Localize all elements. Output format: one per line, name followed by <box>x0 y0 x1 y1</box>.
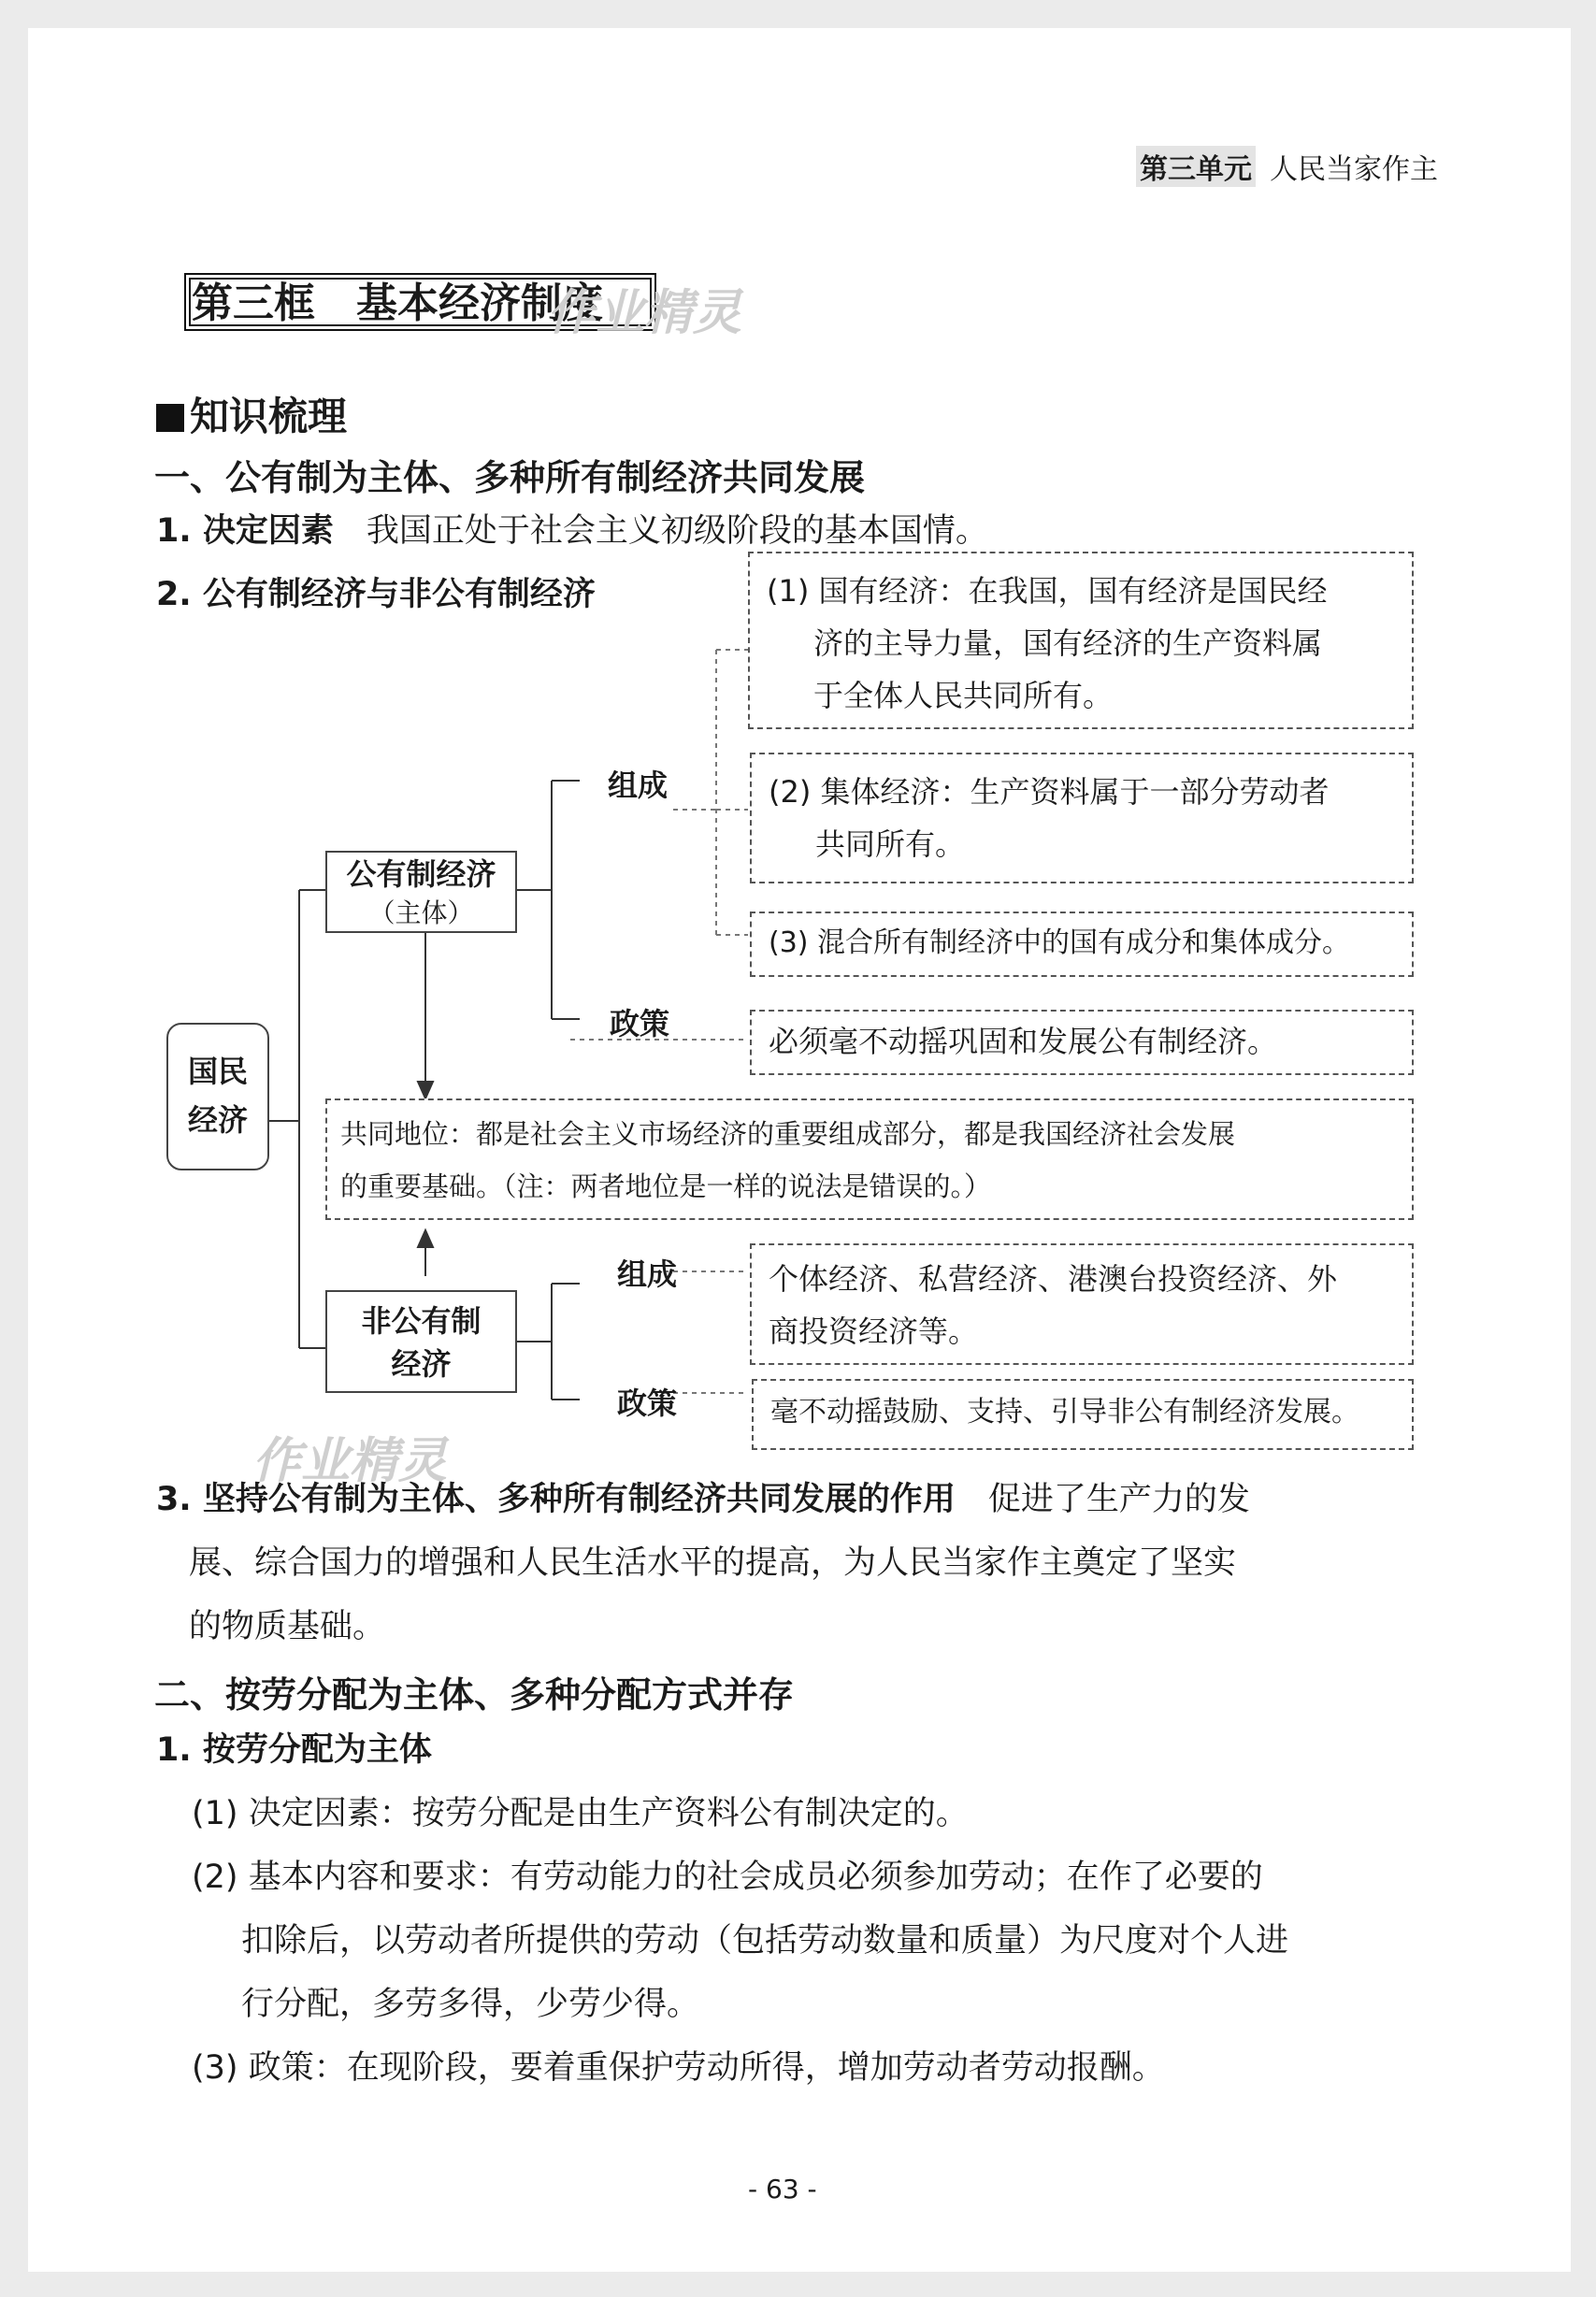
part2-item1-label: 1. 按劳分配为主体 <box>156 1731 432 1769</box>
unit-label: 第三单元 <box>1136 146 1256 187</box>
nonpublic-composition-label: 组成 <box>617 1256 678 1292</box>
section-heading: 知识梳理 <box>156 386 347 442</box>
item2-label: 2. 公有制经济与非公有制经济 <box>156 576 596 613</box>
part2-sub1: (1) 决定因素：按劳分配是由生产资料公有制决定的。 <box>192 1795 969 1832</box>
arrow-up-head <box>418 1230 433 1247</box>
page <box>28 28 1571 2272</box>
nonpublic-bracket <box>516 1284 580 1400</box>
nonpublic-policy-box: 毫不动摇鼓励、支持、引导非公有制经济发展。 <box>752 1379 1414 1450</box>
arrow-down-head <box>418 1082 433 1098</box>
mixed-box: (3) 混合所有制经济中的国有成分和集体成分。 <box>750 912 1414 977</box>
unit-title: 人民当家作主 <box>1270 153 1438 186</box>
collective-box: (2) 集体经济：生产资料属于一部分劳动者 共同所有。 <box>750 753 1414 883</box>
part2-heading: 二、按劳分配为主体、多种分配方式并存 <box>154 1674 795 1716</box>
item3-line1: 3. 坚持公有制为主体、多种所有制经济共同发展的作用 促进了生产力的发 <box>156 1481 1250 1518</box>
composition-label: 组成 <box>608 768 669 803</box>
item3-line3: 的物质基础。 <box>189 1608 386 1645</box>
lesson-title: 第三框 基本经济制度 <box>184 273 656 331</box>
watermark: 作业精灵 <box>547 285 742 341</box>
policy-label: 政策 <box>610 1006 670 1041</box>
nonpublic-policy-label: 政策 <box>617 1385 678 1421</box>
watermark: 作业精灵 <box>252 1433 448 1489</box>
composition-dashed <box>673 650 748 935</box>
item3-line2: 展、综合国力的增强和人民生活水平的提高，为人民当家作主奠定了坚实 <box>189 1544 1237 1582</box>
item1: 1. 决定因素 我国正处于社会主义初级阶段的基本国情。 <box>156 512 988 550</box>
page-number: - 63 - <box>748 2174 817 2204</box>
nonpublic-composition-box: 个体经济、私营经济、港澳台投资经济、外 商投资经济等。 <box>750 1243 1414 1365</box>
public-economy-node: 公有制经济 （主体） <box>325 851 517 933</box>
public-bracket <box>514 781 580 1019</box>
nonpublic-economy-node: 非公有制 经济 <box>325 1290 517 1393</box>
part2-sub2-line1: (2) 基本内容和要求：有劳动能力的社会成员必须参加劳动；在作了必要的 <box>192 1859 1263 1896</box>
part2-sub2-line2: 扣除后，以劳动者所提供的劳动（包括劳动数量和质量）为尺度对个人进 <box>241 1922 1289 1960</box>
part2-sub2-line3: 行分配，多劳多得，少劳少得。 <box>241 1986 700 2023</box>
public-policy-box: 必须毫不动摇巩固和发展公有制经济。 <box>750 1010 1414 1075</box>
part1-heading: 一、公有制为主体、多种所有制经济共同发展 <box>154 457 866 498</box>
root-bracket <box>266 890 325 1348</box>
common-status-box: 共同地位：都是社会主义市场经济的重要组成部分，都是我国经济社会发展 的重要基础。（注：两者地位是一样的说法是错误的。） <box>325 1098 1414 1220</box>
state-owned-box: (1) 国有经济：在我国，国有经济是国民经 济的主导力量，国有经济的生产资料属 于全体人民共同所有。 <box>748 552 1414 729</box>
national-economy-node: 国民 经济 <box>166 1023 269 1170</box>
part2-sub3: (3) 政策：在现阶段，要着重保护劳动所得，增加劳动者劳动报酬。 <box>192 2049 1165 2087</box>
